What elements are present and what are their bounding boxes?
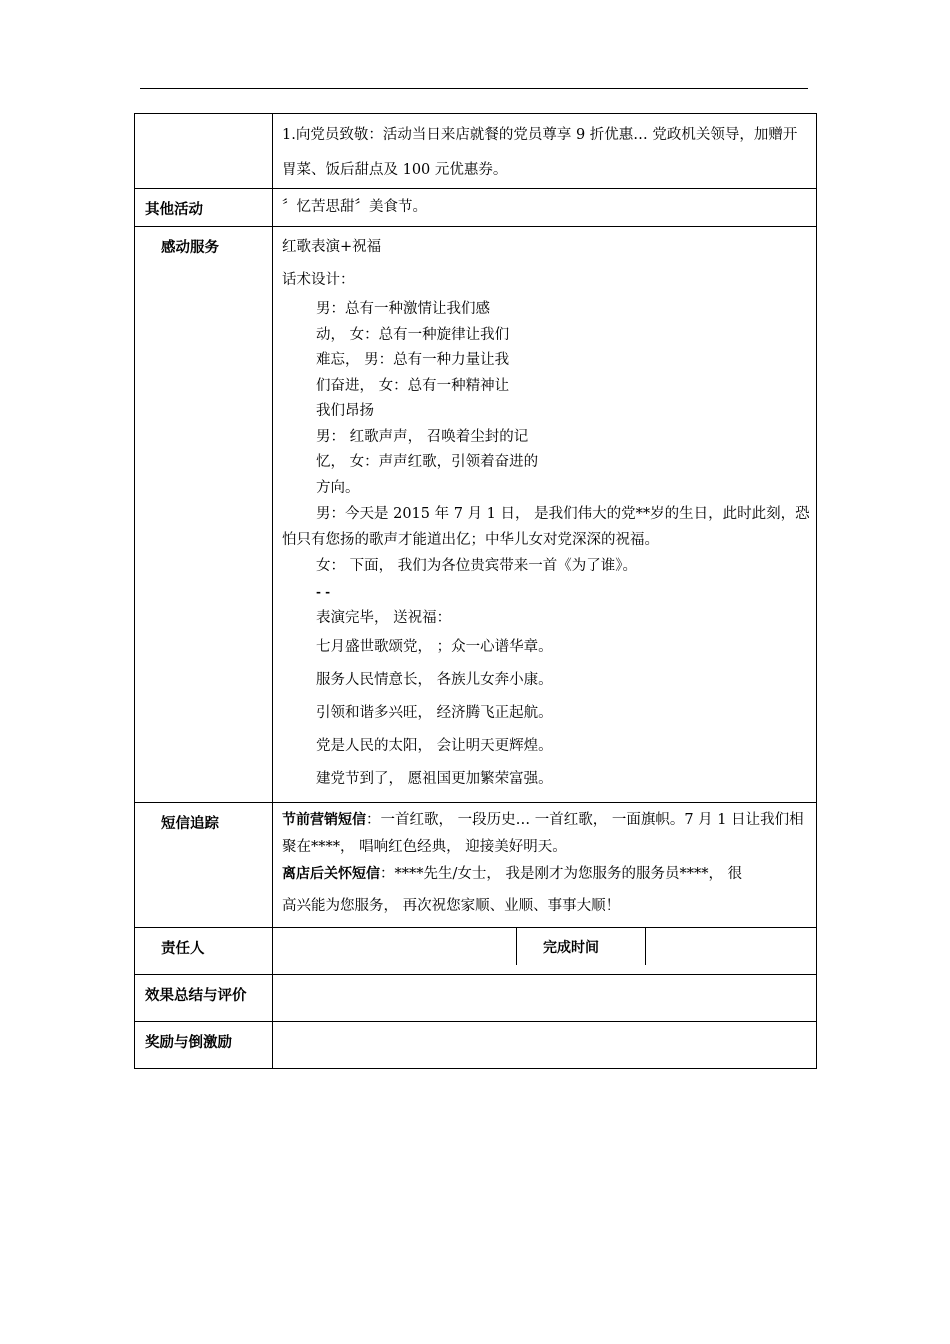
- table-row-sms-tracking: [135, 803, 817, 928]
- poem-line: 们奋进， 女：总有一种精神让: [316, 377, 510, 394]
- row-content-continuation: [273, 114, 817, 189]
- poem-line: 忆， 女：声声红歌，引领着奋进的: [316, 454, 539, 470]
- script-design-label: 话术设计：: [282, 272, 355, 288]
- pre-holiday-sms-title: 节前营销短信: [282, 812, 366, 828]
- table-row-other-activities: [135, 189, 817, 227]
- pre-holiday-sms: [282, 807, 810, 861]
- pre-holiday-sms-text: ：一首红歌， 一段历史… 一首红歌， 一面旗帜。7 月 1 日让我们相聚在****， 唱响红色经典， 迎接美好明天。: [282, 812, 804, 855]
- post-visit-sms-continued: 高兴能为您服务， 再次祝您家顺、业顺、事事大顺！: [282, 898, 621, 914]
- summary-value-cell: [273, 975, 817, 1022]
- table-row-touching-service: [135, 227, 817, 803]
- row-content-owner: [273, 928, 817, 975]
- party-member-offer-text: 1.向党员致敬：活动当日来店就餐的党员尊享 9 折优惠… 党政机关领导，加赠开胃菜、饭后甜点及 100 元优惠券。: [282, 127, 798, 178]
- blessing-lines: [282, 631, 810, 796]
- post-visit-sms: [282, 861, 810, 888]
- row-content-sms-tracking: [273, 803, 817, 928]
- blessing-line: 党是人民的太阳， 会让明天更辉煌。: [316, 738, 553, 754]
- header-rule: [140, 88, 808, 89]
- row-label-owner: 责任人: [135, 928, 273, 975]
- anniversary-speech: 男：今天是 2015 年 7 月 1 日， 是我们伟大的党**岁的生日，此时此刻，恐怕只有您扬的歌声才能道出亿；中华儿女对党深深的祝福。: [282, 506, 810, 548]
- owner-value-cell: [273, 928, 517, 965]
- poem-line: 方向。: [316, 479, 360, 496]
- table-row-summary: [135, 975, 817, 1022]
- row-label-touching-service: 感动服务: [135, 227, 273, 803]
- row-label-sms-tracking: 短信追踪: [135, 803, 273, 928]
- table-row-continuation: [135, 114, 817, 189]
- plan-table: [134, 113, 817, 1069]
- poem-line: 难忘， 男：总有一种力量让我: [316, 352, 510, 368]
- poem-line: 动， 女：总有一种旋律让我们: [316, 326, 510, 343]
- poem-line: 我们昂扬: [316, 403, 374, 419]
- blessing-line: 引领和谐多兴旺， 经济腾飞正起航。: [316, 705, 553, 721]
- blessing-line: 建党节到了， 愿祖国更加繁荣富强。: [316, 771, 553, 787]
- row-content-touching-service: [273, 227, 817, 803]
- table-row-owner: [135, 928, 817, 975]
- row-label-other-activities: 其他活动: [135, 189, 273, 227]
- dash-marks: - -: [316, 585, 331, 599]
- table-row-reward: [135, 1022, 817, 1069]
- post-visit-sms-text: ：****先生/女士， 我是刚才为您服务的服务员****， 很: [380, 866, 743, 882]
- poem-line: 男： 红歌声声， 召唤着尘封的记: [316, 428, 529, 445]
- reward-value-cell: [273, 1022, 817, 1069]
- poem-line: 男：总有一种激情让我们感: [316, 301, 490, 317]
- row-label-reward: 奖励与倒激励: [135, 1022, 273, 1069]
- after-performance: 表演完毕， 送祝福：: [316, 610, 452, 626]
- duet-poem: [282, 297, 586, 501]
- completion-time-value-cell: [646, 928, 816, 965]
- completion-time-label: 完成时间: [517, 928, 646, 965]
- row-label-summary: 效果总结与评价: [135, 975, 273, 1022]
- blessing-line: 七月盛世歌颂党， ；众一心谱华章。: [316, 639, 553, 655]
- song-intro: 女： 下面， 我们为各位贵宾带来一首《为了谁》。: [316, 558, 637, 574]
- service-heading: 红歌表演+祝福: [282, 239, 382, 255]
- other-activities-text: 〞忆苦思甜〞美食节。: [273, 189, 817, 227]
- post-visit-sms-title: 离店后关怀短信: [282, 866, 380, 882]
- blessing-line: 服务人民情意长， 各族儿女奔小康。: [316, 672, 553, 688]
- row-label-empty: [135, 114, 273, 189]
